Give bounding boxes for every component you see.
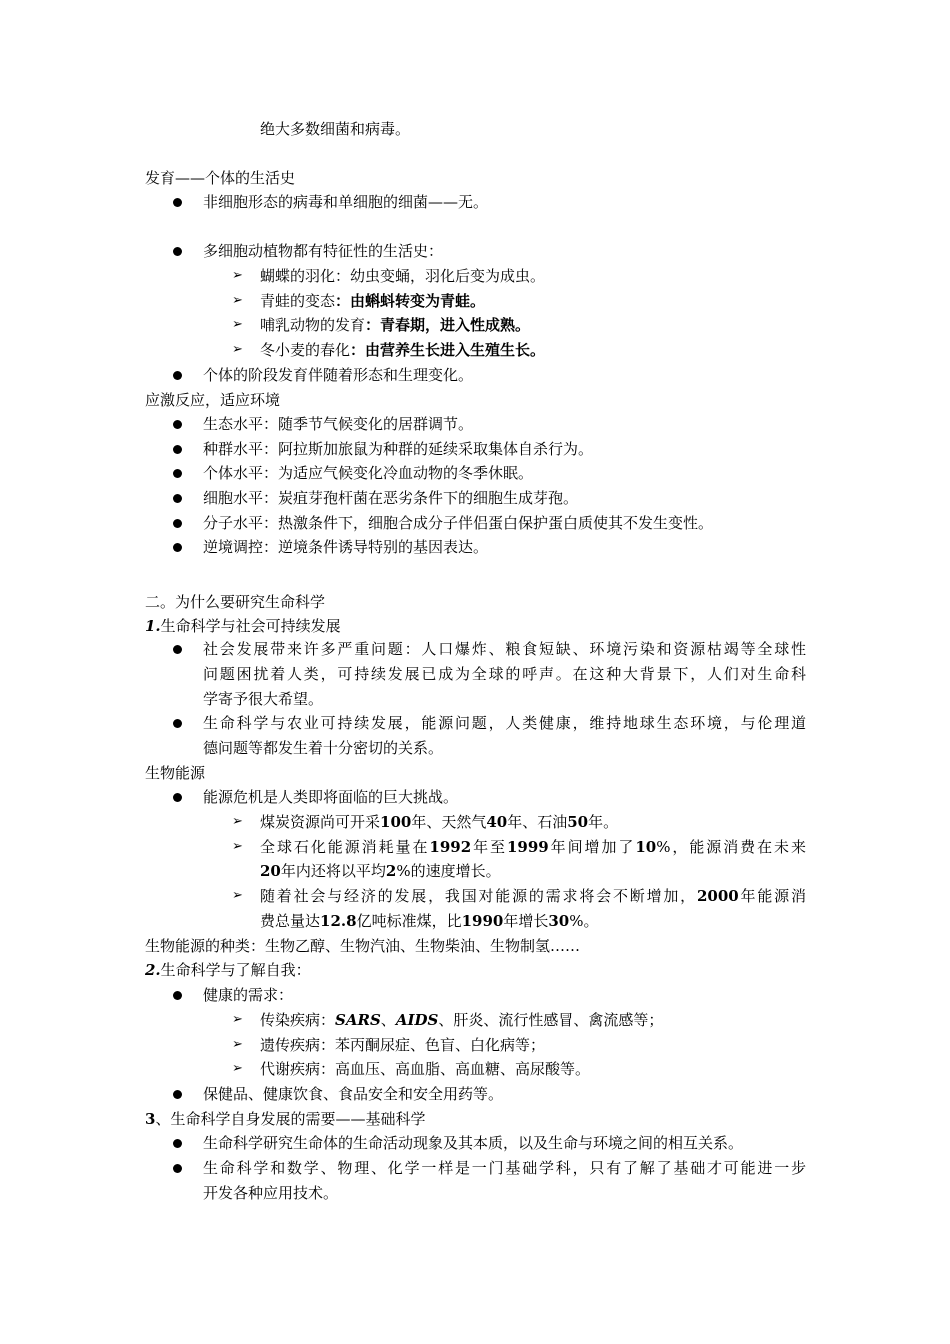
list-item: 健康的需求：: [203, 986, 294, 1004]
paragraph-line: 开发各种应用技术。: [203, 1184, 339, 1202]
arrow-bullet-icon: ➢: [232, 317, 243, 332]
paragraph-line: 社会发展带来许多严重问题：人口爆炸、粮食短缺、环境污染和资源枯竭等全球性: [203, 640, 806, 658]
paragraph-line: 德问题等都发生着十分密切的关系。: [203, 739, 444, 757]
paragraph-line: 生命科学和数学、物理、化学一样是一门基础学科，只有了解了基础才可能进一步: [203, 1159, 806, 1177]
subsection-heading-3: 3、生命科学自身发展的需要——基础科学: [145, 1110, 426, 1128]
paragraph-line: 生命科学与农业可持续发展，能源问题，人类健康，维持地球生态环境，与伦理道: [203, 714, 806, 732]
arrow-bullet-icon: ➢: [232, 1037, 243, 1052]
sub-list-item: 青蛙的变态：由蝌蚪转变为青蛙。: [260, 292, 486, 310]
arrow-bullet-icon: ➢: [232, 342, 243, 357]
bullet-icon: [173, 719, 182, 728]
bullet-icon: [173, 519, 182, 528]
arrow-bullet-icon: ➢: [232, 888, 243, 903]
list-item: 多细胞动植物都有特征性的生活史：: [203, 242, 444, 260]
list-item: 生态水平：随季节气候变化的居群调节。: [203, 415, 474, 433]
sub-list-item: 蝴蝶的羽化：幼虫变蛹，羽化后变为成虫。: [260, 267, 546, 285]
bullet-icon: [173, 371, 182, 380]
section-heading-stress: 应激反应，适应环境: [145, 391, 281, 409]
subsection-heading-1: 1.生命科学与社会可持续发展: [145, 617, 341, 635]
section-heading-development: 发育——个体的生活史: [145, 169, 296, 187]
bullet-icon: [173, 247, 182, 256]
sub-list-item: 随着社会与经济的发展，我国对能源的需求将会不断增加，2000年能源消: [260, 887, 806, 905]
arrow-bullet-icon: ➢: [232, 839, 243, 854]
bullet-icon: [173, 1164, 182, 1173]
list-item: 能源危机是人类即将面临的巨大挑战。: [203, 788, 459, 806]
bullet-icon: [173, 645, 182, 654]
bullet-icon: [173, 1139, 182, 1148]
bullet-icon: [173, 543, 182, 552]
bio-energy-types: 生物能源的种类：生物乙醇、生物汽油、生物柴油、生物制氢……: [145, 937, 581, 955]
bullet-icon: [173, 991, 182, 1000]
text-line: 绝大多数细菌和病毒。: [260, 120, 411, 138]
section-heading-bio-energy: 生物能源: [145, 764, 206, 782]
sub-list-item-continued: 费总量达12.8亿吨标准煤，比1990年增长30%。: [260, 912, 599, 930]
arrow-bullet-icon: ➢: [232, 293, 243, 308]
list-item: 保健品、健康饮食、食品安全和安全用药等。: [203, 1085, 504, 1103]
arrow-bullet-icon: ➢: [232, 814, 243, 829]
bullet-icon: [173, 420, 182, 429]
bullet-icon: [173, 1090, 182, 1099]
list-item: 非细胞形态的病毒和单细胞的细菌——无。: [203, 193, 489, 211]
sub-list-item: 传染疾病：SARS、AIDS、肝炎、流行性感冒、禽流感等；: [260, 1011, 664, 1029]
sub-list-item-continued: 20年内还将以平均2%的速度增长。: [260, 862, 501, 880]
sub-list-item: 全球石化能源消耗量在1992年至1999年间增加了10%，能源消费在未来: [260, 838, 806, 856]
list-item: 逆境调控：逆境条件诱导特别的基因表达。: [203, 538, 489, 556]
arrow-bullet-icon: ➢: [232, 268, 243, 283]
arrow-bullet-icon: ➢: [232, 1012, 243, 1027]
list-item: 生命科学研究生命体的生命活动现象及其本质，以及生命与环境之间的相互关系。: [203, 1134, 744, 1152]
bullet-icon: [173, 494, 182, 503]
bullet-icon: [173, 445, 182, 454]
sub-list-item: 煤炭资源尚可开采100年、天然气40年、石油50年。: [260, 813, 619, 831]
list-item: 个体的阶段发育伴随着形态和生理变化。: [203, 366, 474, 384]
sub-list-item: 遗传疾病：苯丙酮尿症、色盲、白化病等；: [260, 1036, 546, 1054]
sub-list-item: 冬小麦的春化：由营养生长进入生殖生长。: [260, 341, 546, 359]
list-item: 种群水平：阿拉斯加旅鼠为种群的延续采取集体自杀行为。: [203, 440, 594, 458]
bullet-icon: [173, 793, 182, 802]
section-heading-why: 二。为什么要研究生命科学: [145, 593, 326, 611]
sub-list-item: 哺乳动物的发育：青春期，进入性成熟。: [260, 316, 531, 334]
list-item: 分子水平：热激条件下，细胞合成分子伴侣蛋白保护蛋白质使其不发生变性。: [203, 514, 714, 532]
arrow-bullet-icon: ➢: [232, 1061, 243, 1076]
bullet-icon: [173, 469, 182, 478]
bullet-icon: [173, 198, 182, 207]
list-item: 个体水平：为适应气候变化冷血动物的冬季休眠。: [203, 464, 534, 482]
subsection-heading-2: 2.生命科学与了解自我：: [145, 961, 311, 979]
list-item: 细胞水平：炭疽芽孢杆菌在恶劣条件下的细胞生成芽孢。: [203, 489, 579, 507]
paragraph-line: 问题困扰着人类，可持续发展已成为全球的呼声。在这种大背景下，人们对生命科: [203, 665, 806, 683]
paragraph-line: 学寄予很大希望。: [203, 690, 324, 708]
sub-list-item: 代谢疾病：高血压、高血脂、高血糖、高尿酸等。: [260, 1060, 591, 1078]
